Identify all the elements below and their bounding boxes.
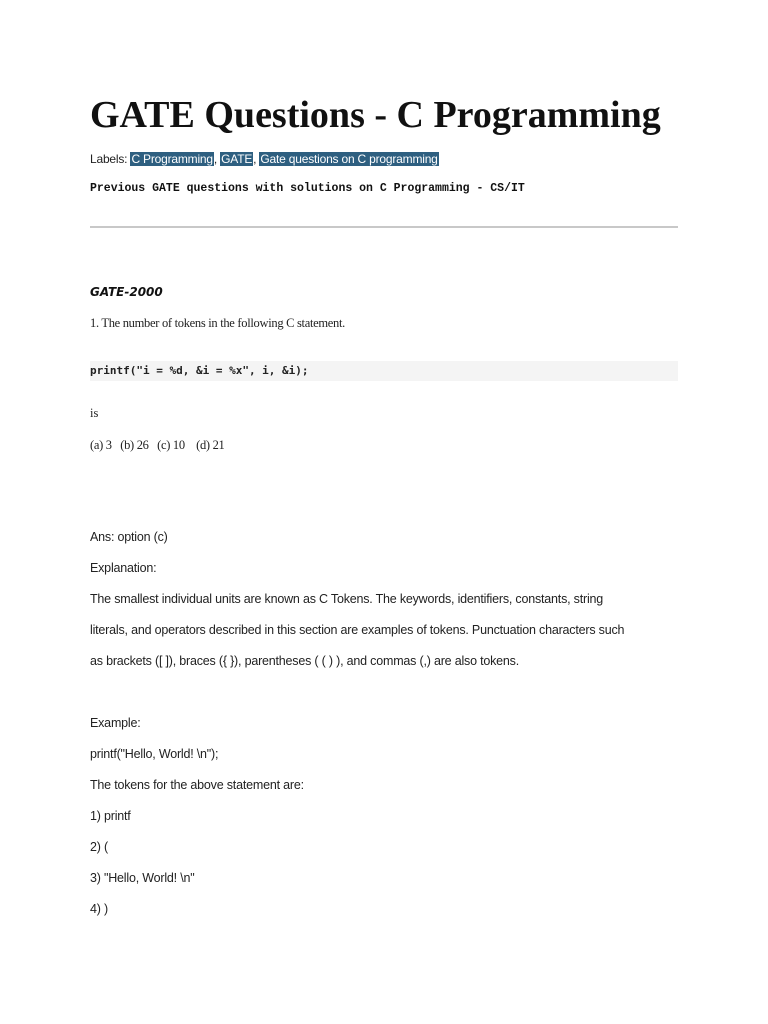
token-item-1: 1) printf [90,809,131,823]
explanation-line-1: The smallest individual units are known as C Tokens. The keywords, identifiers, constants, string [90,592,604,606]
tokens-intro: The tokens for the above statement are: [90,778,304,792]
token-item-4: 4) ) [90,902,108,916]
labels-prefix: Labels: [90,152,128,166]
label-separator: , [213,152,218,166]
question-text: 1. The number of tokens in the following C statement. [90,316,346,330]
label-link-c-programming[interactable]: C Programming [131,152,213,166]
section-heading: GATE-2000 [90,285,163,299]
is-text: is [90,406,99,420]
labels-row [90,150,439,168]
subtitle: Previous GATE questions with solutions on C Programming - CS/IT [90,182,525,195]
code-block [90,361,678,381]
label-link-gate-questions-c[interactable]: Gate questions on C programming [260,152,438,166]
token-item-3: 3) "Hello, World! \n" [90,871,195,885]
page-title: GATE Questions - C Programming [90,94,661,136]
example-code: printf("Hello, World! \n"); [90,747,219,761]
label-link-gate[interactable]: GATE [221,152,253,166]
label-separator: , [253,152,257,166]
answer-line: Ans: option (c) [90,530,168,544]
code-statement: printf("i = %d, &i = %x", i, &i); [90,364,309,377]
example-label: Example: [90,716,141,730]
token-item-2: 2) ( [90,840,108,854]
horizontal-divider [90,226,678,228]
explanation-label: Explanation: [90,561,157,575]
explanation-line-2: literals, and operators described in this section are examples of tokens. Punctuation characters such [90,623,625,637]
explanation-line-3: as brackets ([ ]), braces ({ }), parentheses ( ( ) ), and commas (,) are also tokens. [90,654,519,668]
answer-options: (a) 3 (b) 26 (c) 10 (d) 21 [90,438,225,452]
